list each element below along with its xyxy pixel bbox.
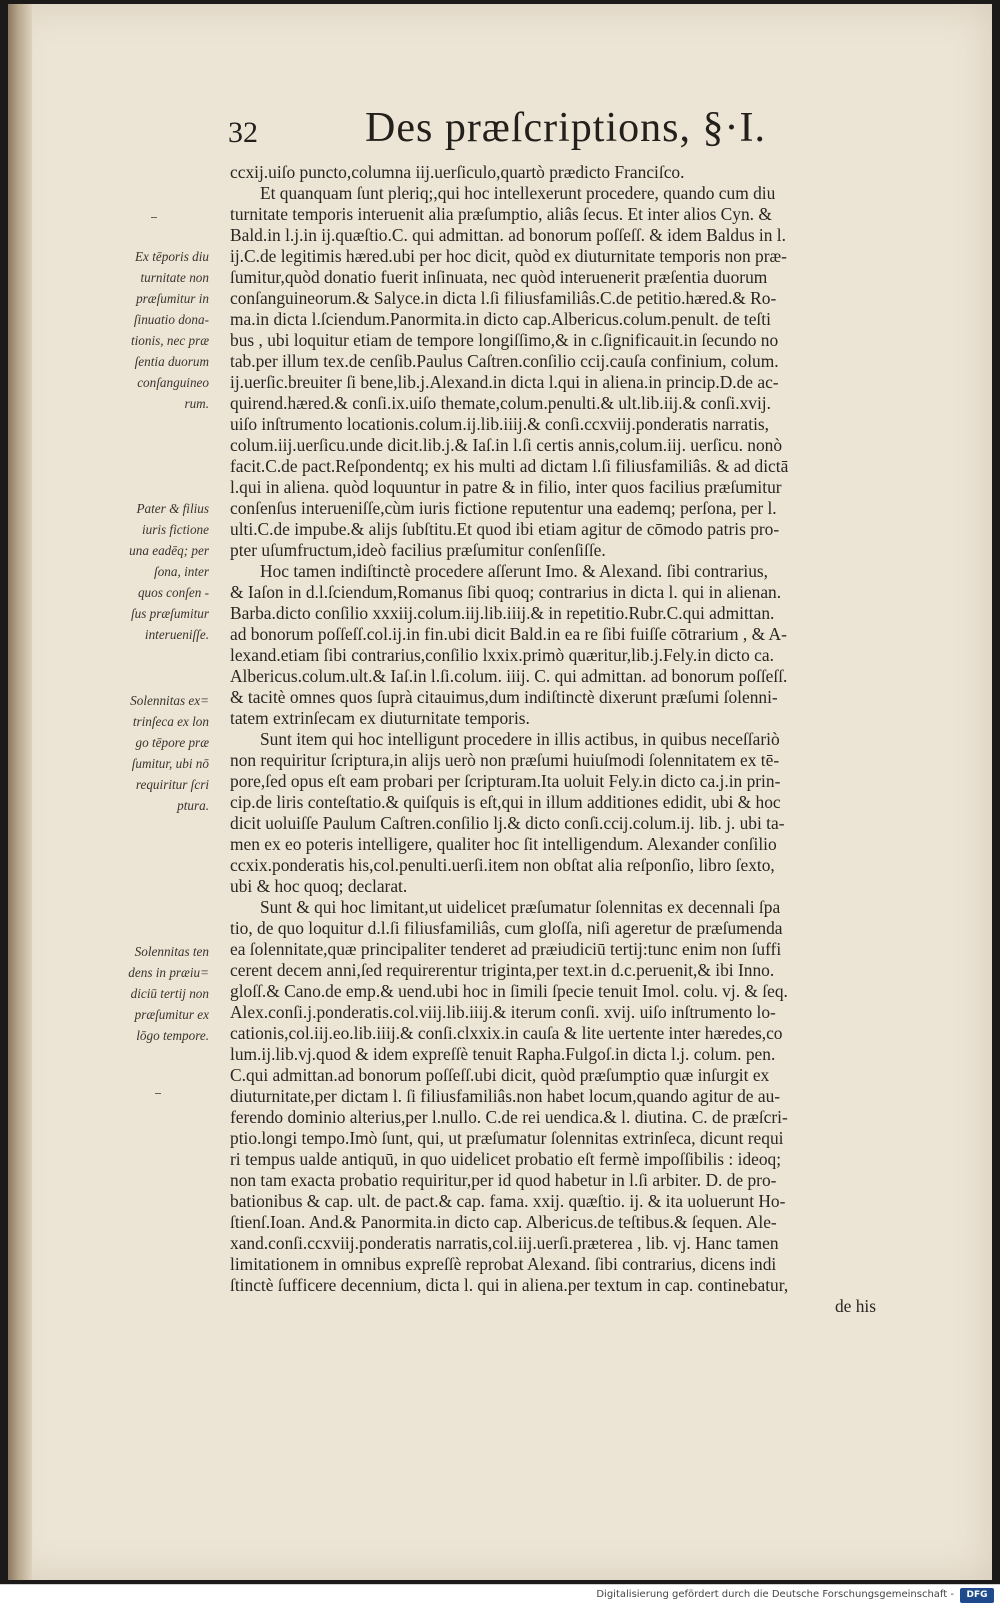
running-head: Des præſcriptions, §·I. xyxy=(365,105,766,151)
main-text-column xyxy=(230,162,876,1317)
margin-note-line: conſanguineo xyxy=(137,375,209,390)
text-line: ubi & hoc quoq; declarat. xyxy=(230,876,408,896)
text-line: ulti.C.de impube.& alijs ſubſtitu.Et quod ibi etiam agitur de cōmodo patris pro- xyxy=(230,519,780,539)
text-line: uiſo inſtrumento locationis.colum.ij.lib.iiij.& conſi.ccxviij.ponderatis narratis, xyxy=(230,414,770,434)
text-line: ad bonorum poſſeſſ.col.ij.in fin.ubi dicit Bald.in ea re ſibi fuiſſe cōtrarium , & A- xyxy=(230,624,787,644)
margin-note-line: ſona, inter xyxy=(154,564,209,579)
text-line: ma.in dicta l.ſciendum.Panormita.in dicto cap.Albericus.colum.penult. de teſti xyxy=(230,309,771,329)
text-line: ſtinctè ſufficere decennium, dicta l. qui in aliena.per textum in cap. continebatur, xyxy=(230,1275,789,1295)
text-line: cationis,col.iij.eo.lib.iiij.& conſi.clxxix.in cauſa & lite uertente inter hæredes,co xyxy=(230,1023,783,1043)
margin-note-line: ſus præſumitur xyxy=(130,606,209,621)
text-line: conſenſus interueniſſe,cùm iuris fictione reputentur una eademq; perſona, per l. xyxy=(230,498,777,518)
text-line: Sunt item qui hoc intelligunt procedere in illis actibus, in quibus neceſſariò xyxy=(260,729,780,749)
ink-fleck xyxy=(151,217,157,218)
text-line: ſumitur,quòd donatio fuerit inſinuata, nec quòd interuenerit præſentia duorum xyxy=(230,267,768,287)
text-line: turnitate temporis interuenit alia præſumptio, aliâs ſecus. Et inter alios Cyn. & xyxy=(230,204,772,224)
text-line: tab.per illum tex.de cenſib.Paulus Caſtren.conſilio ccij.cauſa confinium, colum. xyxy=(230,351,779,371)
margin-note-line: dens in præiu= xyxy=(128,965,209,980)
text-line: tio, de quo loquitur d.l.ſi filiusfamiliâs, cum gloſſa, niſi ageretur de præſumenda xyxy=(230,918,783,938)
text-line: ea ſolennitate,quæ principaliter tenderet ad præiudiciū tertij:tunc enim non ſuffi xyxy=(230,939,782,959)
margin-note-line: go tēpore præ xyxy=(135,735,209,750)
text-line: C.qui admittan.ad bonorum poſſeſſ.ubi dicit, quòd præſumptio quæ inſurgit ex xyxy=(230,1065,770,1085)
text-line: ſtienſ.Ioan. And.& Panormita.in dicto cap. Albericus.de teſtibus.& ſequen. Ale- xyxy=(230,1212,777,1232)
text-line: xand.conſi.ccxviij.ponderatis narratis,col.iij.uerſi.præterea , lib. vj. Hanc tamen xyxy=(230,1233,779,1253)
margin-note xyxy=(105,941,209,1046)
margin-note-line: præſumitur in xyxy=(136,291,209,306)
text-line: ccxix.ponderatis his,col.penulti.uerſi.item non obſtat alia reſponſio, libro ſexto, xyxy=(230,855,775,875)
text-line: conſanguineorum.& Salyce.in dicta l.ſi filiusfamiliâs.C.de petitio.hæred.& Ro- xyxy=(230,288,777,308)
text-line: ij.uerſic.breuiter ſi bene,lib.j.Alexand.in dicta l.qui in aliena.in princip.D.de ac- xyxy=(230,372,779,392)
text-line: Barba.dicto conſilio xxxiij.colum.iij.lib.iiij.& in repetitio.Rubr.C.qui admittan. xyxy=(230,603,775,623)
text-line: pter uſumfructum,ideò facilius præſumitur conſenſiſſe. xyxy=(230,540,606,560)
margin-note-line: una eadēq; per xyxy=(129,543,209,558)
text-line: ferendo dominio alterius,per l.nullo. C.de rei uendica.& l. diutina. C. de præſcri- xyxy=(230,1107,788,1127)
text-line: ij.C.de legitimis hæred.ubi per hoc dicit, quòd ex diuturnitate temporis non præ- xyxy=(230,246,787,266)
text-line: diuturnitate,per dictam l. ſi filiusfamiliâs.non habet locum,quando agitur de au- xyxy=(230,1086,781,1106)
margin-note-line: Solennitas ex= xyxy=(130,693,209,708)
text-line: & tacitè omnes quos ſuprà citauimus,dum indiſtinctè dixerunt præſumi ſolenni- xyxy=(230,687,778,707)
margin-note-line: requiritur ſcri xyxy=(135,777,209,792)
margin-note-line: trinſeca ex lon xyxy=(132,714,209,729)
margin-note-line: ſumitur, ubi nō xyxy=(131,756,209,771)
page-header xyxy=(218,104,918,154)
text-line: Bald.in l.j.in ij.quæſtio.C. qui admittan. ad bonorum poſſeſſ. & idem Baldus in l. xyxy=(230,225,786,245)
page-number: 32 xyxy=(228,116,258,149)
margin-note-line: Ex tēporis diu xyxy=(135,249,209,264)
book-page xyxy=(8,4,992,1580)
margin-note xyxy=(105,246,209,414)
margin-note-line: rum. xyxy=(184,396,209,411)
text-line: Albericus.colum.ult.& Iaſ.in l.ſi.colum. iiij. C. qui admittan. ad bonorum poſſeſſ. xyxy=(230,666,788,686)
margin-note-line: quos conſen - xyxy=(137,585,209,600)
text-line: tatem extrinſecam ex diuturnitate temporis. xyxy=(230,708,530,728)
text-line: Et quanquam ſunt pleriq;,qui hoc intellexerunt procedere, quando cum diu xyxy=(260,183,776,203)
margin-note-line: tionis, nec præ xyxy=(130,333,209,348)
text-line: cip.de liris conteſtatio.& quiſquis is eſt,qui in illum additiones edidit, ubi & hoc xyxy=(230,792,781,812)
text-line: Sunt & qui hoc limitant,ut uidelicet præſumatur ſolennitas ex decennali ſpa xyxy=(260,897,781,917)
margin-note xyxy=(105,498,209,645)
text-line: bus , ubi loquitur etiam de tempore longiſſimo,& in c.ſignificauit.in ſecundo no xyxy=(230,330,779,350)
text-line: ri tempus ualde antiquū, in quo uidelicet probatio eſt fermè impoſſibilis : ideoq; xyxy=(230,1149,782,1169)
text-line: non tam exacta probatio requiritur,per id quod habetur in l.ſi arbiter. D. de pro- xyxy=(230,1170,777,1190)
ink-fleck xyxy=(155,1093,161,1094)
text-line: pore,ſed opus eſt eam probari per ſcripturam.Ita uoluit Fely.in dicto ca.j.in prin- xyxy=(230,771,781,791)
digitization-footer xyxy=(0,1584,1000,1607)
text-line: gloſſ.& Cano.de emp.& uend.ubi hoc in ſimili ſpecie tenuit Imol. colu. vj. & ſeq. xyxy=(230,981,788,1001)
margin-note xyxy=(105,690,209,816)
text-line: limitationem in omnibus expreſſè reprobat Alexand. ſibi contrarius, dicens indi xyxy=(230,1254,777,1274)
text-line: non requiritur ſcriptura,in alijs uerò non præſumi huiuſmodi ſolennitatem ex tē- xyxy=(230,750,780,770)
text-line: ptio.longi tempo.Imò ſunt, qui, ut præſumatur ſolennitas extrinſeca, dicunt requi xyxy=(230,1128,784,1148)
text-line: facit.C.de pact.Reſpondentq; ex his multi ad dictam l.ſi filiusfamiliâs. & ad dictā xyxy=(230,456,789,476)
margin-note-line: turnitate non xyxy=(140,270,209,285)
text-line: & Iaſon in d.l.ſciendum,Romanus ſibi quoq; contrarius in dicta l. qui in alienan. xyxy=(230,582,782,602)
catchword: de his xyxy=(834,1296,876,1316)
margin-note-line: interueniſſe. xyxy=(144,627,209,642)
margin-note-line: præſumitur ex xyxy=(134,1007,209,1022)
text-line: dicit uoluiſſe Paulum Caſtren.conſilio lj.& dicto conſi.ccij.colum.ij. lib. j. ubi ta- xyxy=(230,813,785,833)
text-line: colum.iij.uerſicu.unde dicit.lib.j.& Iaſ.in l.ſi certis annis,colum.iij. uerſicu. nonò xyxy=(230,435,783,455)
text-line: Alex.conſi.j.ponderatis.col.viij.lib.iiij.& iterum conſi. xvij. uiſo inſtrumento lo- xyxy=(230,1002,776,1022)
text-line: men ex eo poteris intelligere, qualiter hoc ſit intelligendum. Alexander conſilio xyxy=(230,834,777,854)
margin-note-line: Pater & filius xyxy=(136,501,209,516)
margin-note-line: ſentia duorum xyxy=(134,354,209,369)
text-line: lexand.etiam ſibi contrarius,conſilio lxxix.primò quæritur,lib.j.Fely.in dicto ca. xyxy=(230,645,774,665)
margin-note-line: Solennitas ten xyxy=(134,944,209,959)
margin-note-line: iuris fictione xyxy=(141,522,209,537)
dfg-logo: DFG xyxy=(960,1588,994,1603)
text-line: Hoc tamen indiſtinctè procedere aſſerunt Imo. & Alexand. ſibi contrarius, xyxy=(260,561,769,581)
text-line: quirend.hæred.& conſi.ix.uiſo themate,colum.penulti.& ult.lib.iij.& conſi.xvij. xyxy=(230,393,771,413)
footer-credit: Digitalisierung gefördert durch die Deutsche Forschungsgemeinschaft - xyxy=(596,1589,954,1600)
margin-note-line: ptura. xyxy=(177,798,209,813)
text-line: l.qui in aliena. quòd loquuntur in patre & in filio, inter quos facilius præſumitur xyxy=(230,477,782,497)
text-line: ccxij.uiſo puncto,columna iij.uerſiculo,quartò prædicto Franciſco. xyxy=(230,162,685,182)
text-line: cerent decem anni,ſed requirerentur triginta,per text.in d.c.peruenit,& ibi Inno. xyxy=(230,960,775,980)
binding-gutter xyxy=(8,4,32,1580)
text-line: bationibus & cap. ult. de pact.& cap. fama. xxij. quæſtio. ij. & ita uoluerunt Ho- xyxy=(230,1191,786,1211)
margin-note-line: lōgo tempore. xyxy=(136,1028,209,1043)
text-line: lum.ij.lib.vj.quod & idem expreſſè tenuit Rapha.Fulgoſ.in dicta l.j. colum. pen. xyxy=(230,1044,776,1064)
margin-note-line: ſinuatio dona- xyxy=(133,312,209,327)
margin-note-line: diciū tertij non xyxy=(130,986,209,1001)
